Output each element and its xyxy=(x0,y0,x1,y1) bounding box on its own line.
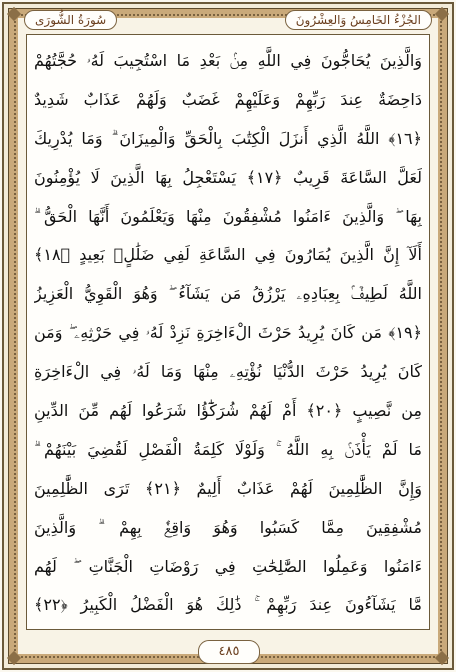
surah-title: سُورَةُ الشُّورَى xyxy=(24,10,117,30)
text-line: مُشْفِقِينَ مِمَّا كَسَبُوا وَهُوَ وَاقِعٌۢ بِهِمْ ۗ وَالَّذِينَ xyxy=(34,517,422,537)
quran-text xyxy=(34,42,422,626)
text-line: مَا لَمْ يَأْذَنۢ بِهِ اللَّهُ ۚ وَلَوْلَا كَلِمَةُ الْفَصْلِ لَقُضِيَ بَيْنَهُمْ ۗ xyxy=(34,439,422,459)
text-line: اللَّهُ لَطِيفٌۢ بِعِبَادِهِۦ يَرْزُقُ مَن يَشَآءُ ۖ وَهُوَ الْقَوِيُّ الْعَزِيزُ xyxy=(34,284,422,304)
page-header xyxy=(24,8,432,32)
text-line: أَلَآ إِنَّ الَّذِينَ يُمَارُونَ فِي السَّاعَةِ لَفِي ضَلَٰلٍۭ بَعِيدٍ ﴿١٨﴾ xyxy=(34,245,422,265)
page-number: ٤٨٥ xyxy=(198,640,260,664)
text-line: ﴿١٦﴾ اللَّهُ الَّذِي أَنزَلَ الْكِتَٰبَ بِالْحَقِّ وَالْمِيزَانَ ۗ وَمَا يُدْرِيكَ xyxy=(34,128,422,148)
text-line: بِهَا ۖ وَالَّذِينَ ءَامَنُوا مُشْفِقُونَ مِنْهَا وَيَعْلَمُونَ أَنَّهَا الْحَقُّ ۗ xyxy=(34,206,422,226)
text-line: ءَامَنُوا وَعَمِلُوا الصَّٰلِحَٰتِ فِي رَوْضَاتِ الْجَنَّاتِ ۖ لَهُم xyxy=(34,556,422,576)
text-line: وَالَّذِينَ يُحَاجُّونَ فِي اللَّهِ مِنۢ بَعْدِ مَا اسْتُجِيبَ لَهُۥ حُجَّتُهُمْ xyxy=(34,51,422,70)
juz-title: الجُزْءُ الخَامِسُ وَالعِشْرُونَ xyxy=(285,10,432,30)
text-line: دَاحِضَةٌ عِندَ رَبِّهِمْ وَعَلَيْهِمْ غَضَبٌ وَلَهُمْ عَذَابٌ شَدِيدٌ xyxy=(34,89,422,109)
text-line: لَعَلَّ السَّاعَةَ قَرِيبٌ ﴿١٧﴾ يَسْتَعْجِلُ بِهَا الَّذِينَ لَا يُؤْمِنُونَ xyxy=(34,167,422,187)
text-line: كَانَ يُرِيدُ حَرْثَ الدُّنْيَا نُؤْتِهِۦ مِنْهَا وَمَا لَهُۥ فِي الْءَاخِرَةِ xyxy=(34,362,422,382)
text-line: ﴿١٩﴾ مَن كَانَ يُرِيدُ حَرْثَ الْءَاخِرَةِ نَزِدْ لَهُۥ فِي حَرْثِهِۦ ۖ وَمَن xyxy=(34,323,422,343)
text-line: مِن نَّصِيبٍ ﴿٢٠﴾ أَمْ لَهُمْ شُرَكَٰٓؤُا شَرَعُوا لَهُم مِّنَ الدِّينِ xyxy=(34,401,422,421)
text-line: وَإِنَّ الظَّٰلِمِينَ لَهُمْ عَذَابٌ أَلِيمٌ ﴿٢١﴾ تَرَى الظَّٰلِمِينَ xyxy=(34,478,422,498)
text-line: مَّا يَشَآءُونَ عِندَ رَبِّهِمْ ۚ ذَٰلِكَ هُوَ الْفَضْلُ الْكَبِيرُ ﴿٢٢﴾ xyxy=(34,595,422,615)
